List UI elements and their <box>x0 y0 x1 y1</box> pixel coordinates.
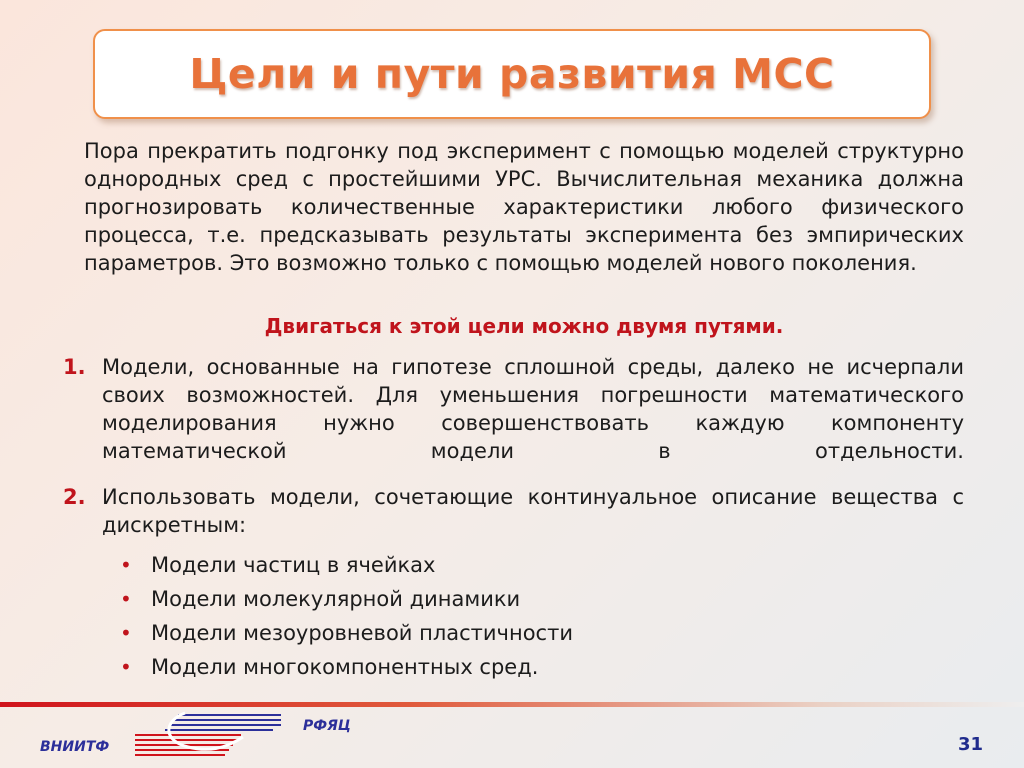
bullet-dot-icon: • <box>120 621 132 645</box>
bullet-text: Модели молекулярной динамики <box>151 587 521 611</box>
bullet-text: Модели частиц в ячейках <box>151 553 436 577</box>
title-box <box>93 29 931 119</box>
logo-vniitf: ВНИИТФ <box>40 739 110 755</box>
bullet-dot-icon: • <box>120 553 132 577</box>
page-number: 31 <box>958 734 984 755</box>
logo-rfyac: РФЯЦ <box>303 718 351 734</box>
subheading: Двигаться к этой цели можно двумя путями. <box>264 314 784 338</box>
bullet-dot-icon: • <box>120 587 132 611</box>
numbered-marker: 1. <box>63 355 86 379</box>
bullet-text: Модели многокомпонентных сред. <box>151 655 539 679</box>
bullet-dot-icon: • <box>120 655 132 679</box>
intro-paragraph: Пора прекратить подгонку под эксперимент с помощью моделей структурно однородных сред с простейшими УРС. Вычислительная механика должна прогнозировать количественные характеристики любого физического процесса, т.е. предсказывать результаты эксперимента без эмпирических параметров. Это возможно только с помощью моделей нового поколения. <box>84 139 964 275</box>
slide-title: Цели и пути развития МСС <box>189 50 835 98</box>
bullet-text: Модели мезоуровневой пластичности <box>151 621 573 645</box>
numbered-text: Модели, основанные на гипотезе сплошной среды, далеко не исчерпали своих возможностей. Для уменьшения погрешности математического моделирования нужно совершенствовать каждую компоненту математической модели в отдельности. <box>102 355 964 463</box>
numbered-marker: 2. <box>63 485 86 509</box>
organization-emblem-icon <box>133 711 283 761</box>
numbered-text: Использовать модели, сочетающие континуальное описание вещества с дискретным: <box>102 485 964 537</box>
footer-divider <box>0 702 1024 707</box>
